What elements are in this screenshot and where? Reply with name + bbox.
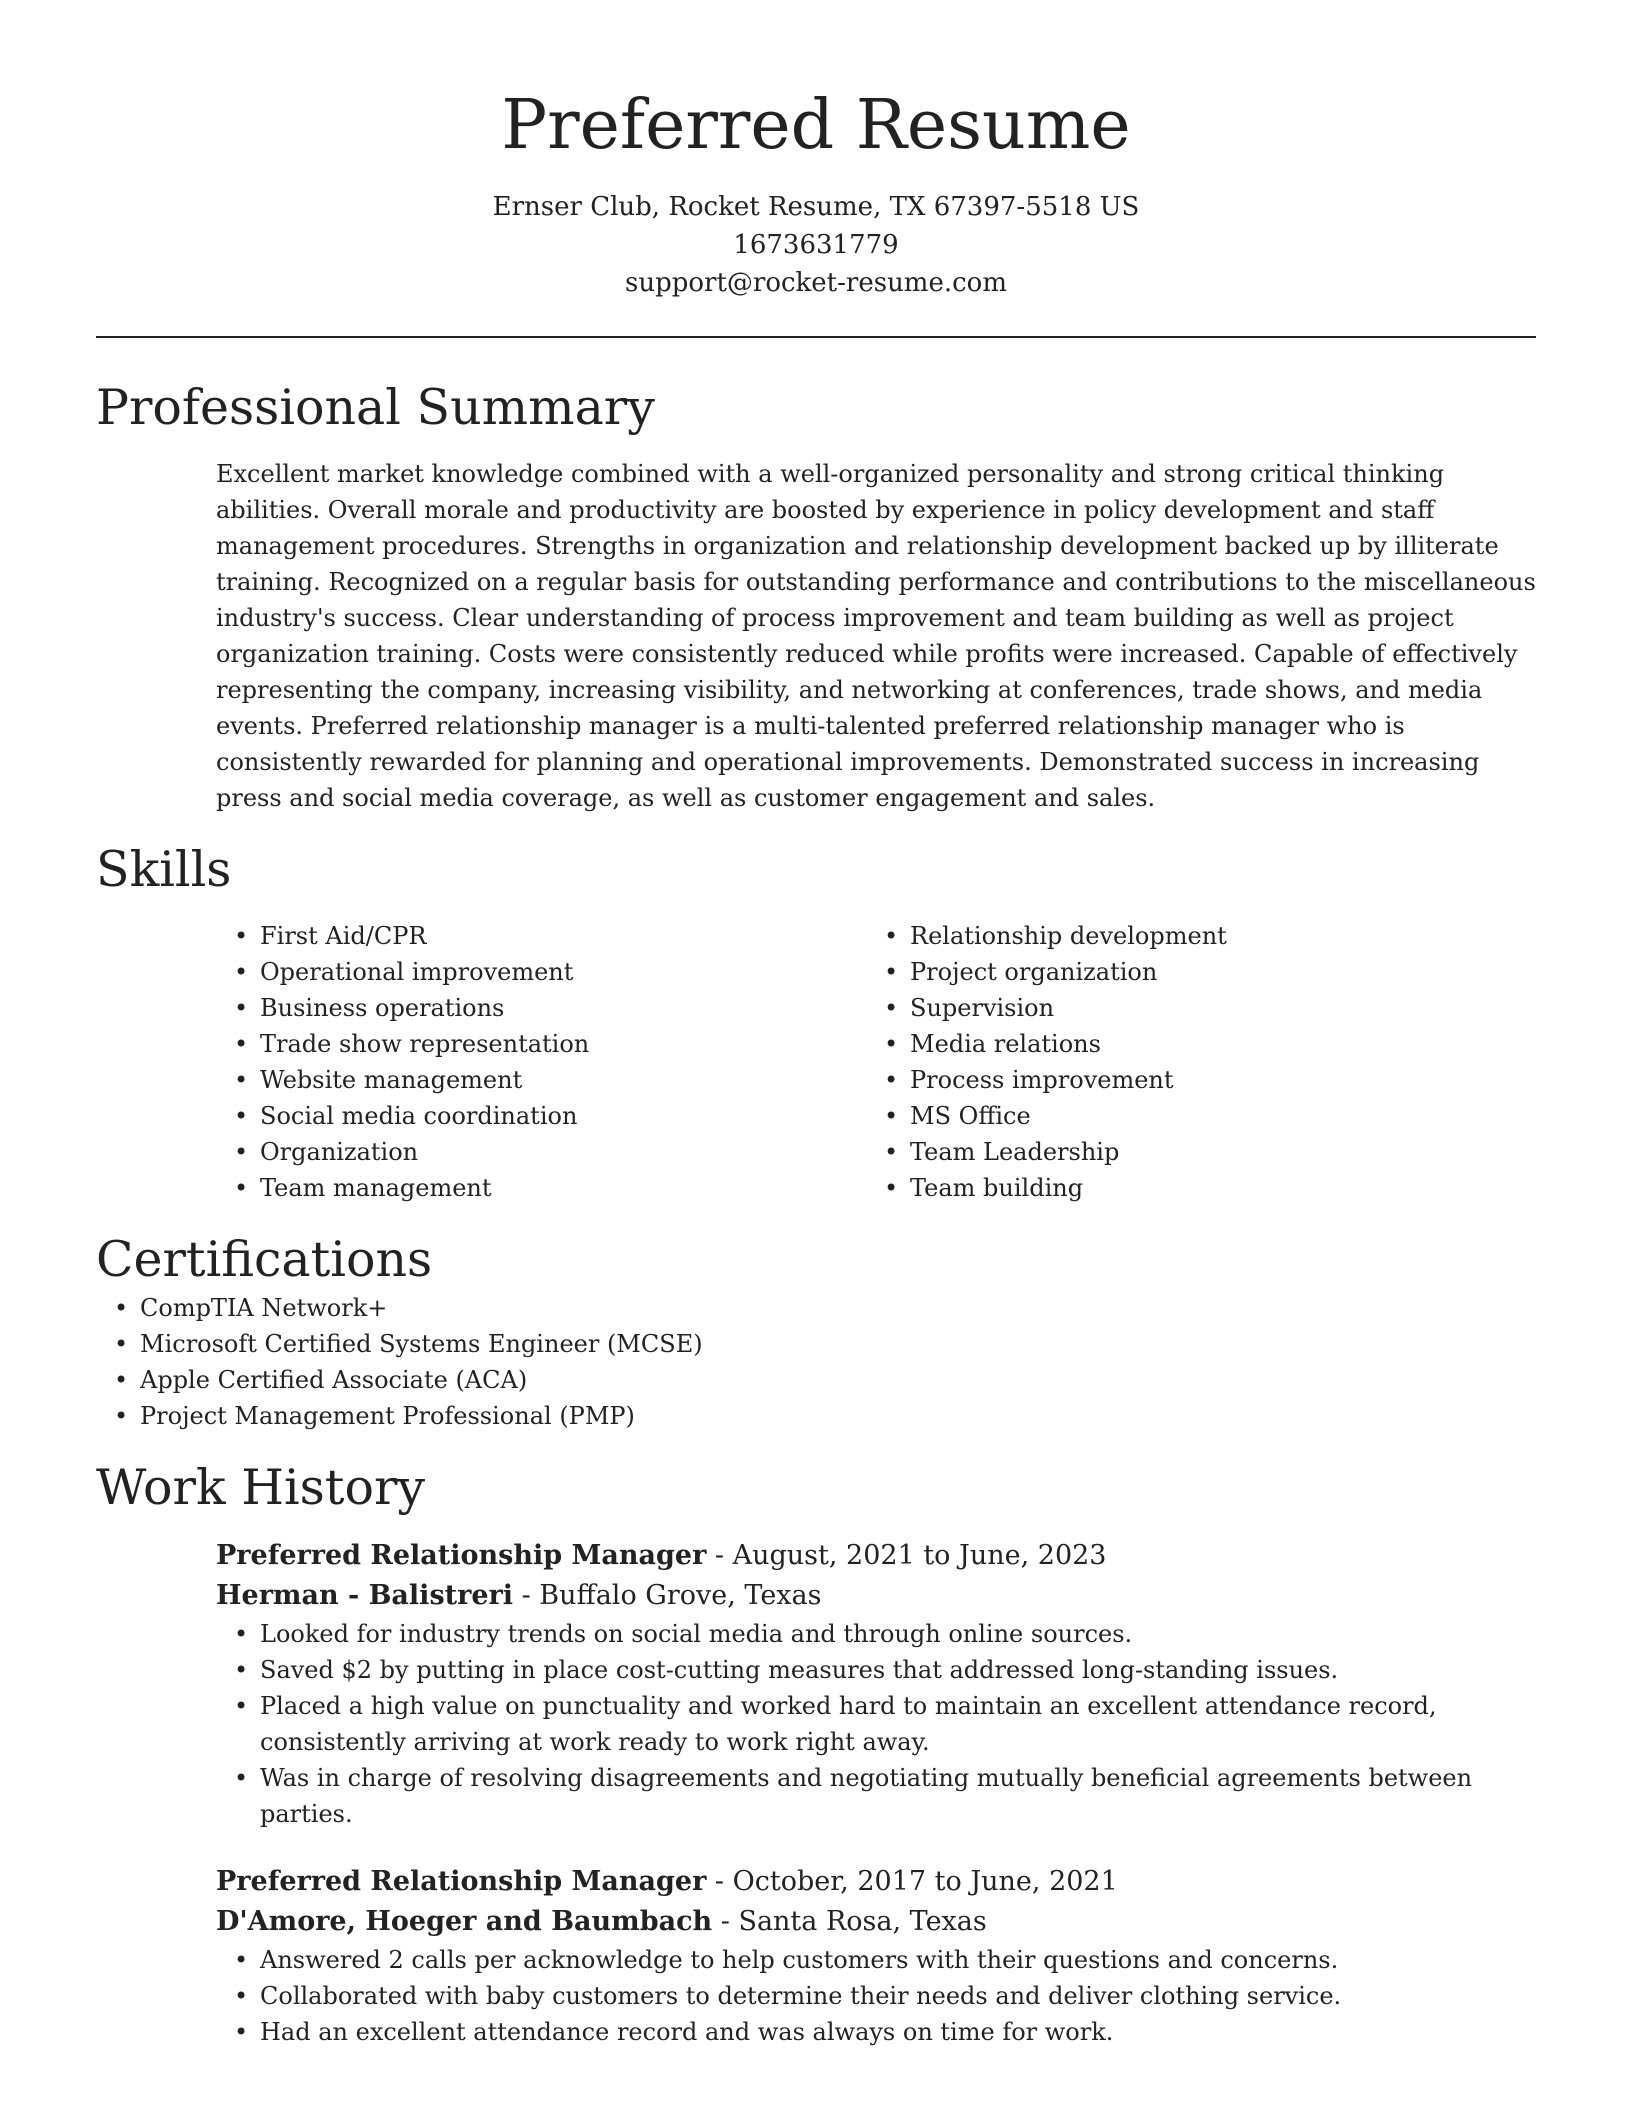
list-item: [216, 1170, 866, 1206]
candidate-name: Preferred Resume: [501, 86, 1131, 165]
section-title-skills: Skills: [96, 841, 232, 898]
skill-label: Website management: [260, 1066, 523, 1094]
bullet-icon: •: [114, 1294, 129, 1322]
job-entry: [216, 1862, 1536, 2050]
contact-info: [0, 188, 1632, 302]
phone: 1673631779: [733, 230, 899, 260]
resume-header: [0, 0, 1632, 302]
job-title: Preferred Relationship Manager: [216, 1866, 707, 1897]
skill-label: Team building: [910, 1174, 1084, 1202]
job-title-line: [216, 1536, 1536, 1576]
bullet-icon: •: [884, 1138, 899, 1166]
header-divider: [96, 336, 1536, 338]
list-item: [866, 1098, 1516, 1134]
section-title-summary: Professional Summary: [96, 379, 655, 436]
section-title-certifications: Certifications: [96, 1231, 433, 1288]
bullet-icon: •: [234, 1030, 249, 1058]
skill-label: Social media coordination: [260, 1102, 578, 1130]
job-title: Preferred Relationship Manager: [216, 1540, 707, 1571]
bullet-icon: •: [884, 1066, 899, 1094]
bullet-icon: •: [114, 1402, 129, 1430]
job-dates: October, 2017 to June, 2021: [732, 1866, 1118, 1897]
certification-label: Apple Certified Associate (ACA): [140, 1366, 528, 1394]
list-item: [216, 1062, 866, 1098]
list-item: [866, 1026, 1516, 1062]
summary-text: Excellent market knowledge combined with a well-organized personality and strong critical thinking abilities. Overall morale and productivity are boosted by experience in policy development and staff management procedures. Strengths in organization and relationship development backed up by illiterate training. Recognized on a regular basis for outstanding performance and contributions to the miscellaneous industry's success. Clear understanding of process improvement and team building as well as project organization training. Costs were consistently reduced while profits were increased. Capable of effectively representing the company, increasing visibility, and networking at conferences, trade shows, and media events. Preferred relationship manager is a multi-talented preferred relationship manager who is consistently rewarded for planning and operational improvements. Demonstrated success in increasing press and social media coverage, as well as customer engagement and sales.: [216, 460, 1536, 812]
list-item: [216, 1942, 1490, 1978]
skill-label: Organization: [260, 1138, 419, 1166]
job-bullets: [216, 1616, 1536, 1832]
job-company-line: [216, 1576, 1536, 1616]
skill-label: First Aid/CPR: [260, 922, 427, 950]
skill-label: Business operations: [260, 994, 505, 1022]
address: Ernser Club, Rocket Resume, TX 67397-5518 US: [492, 192, 1140, 222]
job-bullet-text: Saved $2 by putting in place cost-cutting measures that addressed long-standing issues.: [260, 1656, 1339, 1684]
skills-columns: [216, 918, 1536, 1206]
job-entry: [216, 1536, 1536, 1832]
certifications-list: [96, 1290, 1536, 1434]
bullet-icon: •: [234, 1656, 249, 1684]
list-item: [866, 990, 1516, 1026]
bullet-icon: •: [234, 1764, 249, 1792]
bullet-icon: •: [884, 1102, 899, 1130]
bullet-icon: •: [884, 994, 899, 1022]
skill-label: Team management: [260, 1174, 492, 1202]
section-title-work-history: Work History: [96, 1459, 426, 1516]
job-location: Buffalo Grove, Texas: [539, 1580, 822, 1611]
certification-label: Project Management Professional (PMP): [140, 1402, 635, 1430]
job-bullet-text: Looked for industry trends on social media and through online sources.: [260, 1620, 1133, 1648]
skill-label: Relationship development: [910, 922, 1227, 950]
skills-list-left: [216, 918, 866, 1206]
skill-label: Media relations: [910, 1030, 1101, 1058]
bullet-icon: •: [234, 958, 249, 986]
bullet-icon: •: [884, 922, 899, 950]
list-item: [216, 918, 866, 954]
list-item: [216, 1098, 866, 1134]
job-dates: August, 2021 to June, 2023: [732, 1540, 1107, 1571]
bullet-icon: •: [234, 2018, 249, 2046]
bullet-icon: •: [114, 1366, 129, 1394]
list-item: [216, 1760, 1490, 1832]
certification-label: Microsoft Certified Systems Engineer (MCSE): [140, 1330, 703, 1358]
list-item: [866, 954, 1516, 990]
list-item: [866, 1134, 1516, 1170]
skill-label: Trade show representation: [260, 1030, 590, 1058]
list-item: [866, 1170, 1516, 1206]
bullet-icon: •: [234, 922, 249, 950]
list-item: [216, 1616, 1490, 1652]
separator: -: [712, 1906, 739, 1937]
list-item: [216, 1026, 866, 1062]
bullet-icon: •: [234, 1174, 249, 1202]
list-item: [216, 1978, 1490, 2014]
list-item: [866, 1062, 1516, 1098]
bullet-icon: •: [884, 1030, 899, 1058]
skills-list-right: [866, 918, 1516, 1206]
list-item: [866, 918, 1516, 954]
job-bullet-text: Placed a high value on punctuality and worked hard to maintain an excellent attendance record, consistently arriving at work ready to work right away.: [260, 1692, 1437, 1756]
job-company-line: [216, 1902, 1536, 1942]
list-item: [216, 1688, 1490, 1760]
list-item: [96, 1290, 1536, 1326]
certifications-section: [96, 1230, 1536, 1434]
work-history-section: [96, 1458, 1536, 2050]
bullet-icon: •: [114, 1330, 129, 1358]
skill-label: Project organization: [910, 958, 1158, 986]
job-bullet-text: Was in charge of resolving disagreements and negotiating mutually beneficial agreements between parties.: [260, 1764, 1473, 1828]
job-bullet-text: Had an excellent attendance record and was always on time for work.: [260, 2018, 1114, 2046]
bullet-icon: •: [234, 1982, 249, 2010]
list-item: [216, 990, 866, 1026]
skill-label: Team Leadership: [910, 1138, 1120, 1166]
skill-label: MS Office: [910, 1102, 1031, 1130]
bullet-icon: •: [234, 1066, 249, 1094]
certification-label: CompTIA Network+: [140, 1294, 388, 1322]
separator: -: [513, 1580, 540, 1611]
list-item: [96, 1398, 1536, 1434]
list-item: [216, 1134, 866, 1170]
list-item: [96, 1326, 1536, 1362]
skill-label: Operational improvement: [260, 958, 574, 986]
skill-label: Process improvement: [910, 1066, 1174, 1094]
bullet-icon: •: [234, 994, 249, 1022]
bullet-icon: •: [234, 1946, 249, 1974]
bullet-icon: •: [234, 1138, 249, 1166]
separator: -: [706, 1540, 733, 1571]
list-item: [96, 1362, 1536, 1398]
separator: -: [706, 1866, 733, 1897]
job-bullet-text: Answered 2 calls per acknowledge to help customers with their questions and concerns.: [260, 1946, 1339, 1974]
bullet-icon: •: [234, 1620, 249, 1648]
bullet-icon: •: [234, 1102, 249, 1130]
company-name: D'Amore, Hoeger and Baumbach: [216, 1906, 713, 1937]
bullet-icon: •: [884, 958, 899, 986]
bullet-icon: •: [884, 1174, 899, 1202]
skills-section: [96, 840, 1536, 1206]
job-title-line: [216, 1862, 1536, 1902]
skill-label: Supervision: [910, 994, 1055, 1022]
professional-summary-section: [96, 378, 1536, 816]
company-name: Herman - Balistreri: [216, 1580, 513, 1611]
job-location: Santa Rosa, Texas: [738, 1906, 987, 1937]
job-bullets: [216, 1942, 1536, 2050]
list-item: [216, 1652, 1490, 1688]
email: support@rocket-resume.com: [624, 268, 1007, 298]
job-bullet-text: Collaborated with baby customers to determine their needs and deliver clothing service.: [260, 1982, 1342, 2010]
bullet-icon: •: [234, 1692, 249, 1720]
list-item: [216, 2014, 1490, 2050]
list-item: [216, 954, 866, 990]
